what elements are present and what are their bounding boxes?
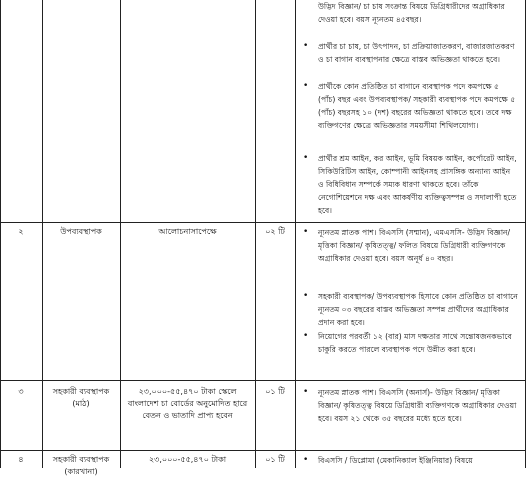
requirement-text: সহকারী ব্যবস্থাপক/ উপব্যবস্থাপক হিসাবে কোন প্রতিষ্ঠিত চা বাগানে ন্যূনতম ০৩ বছরের বাস্তব অভিজ্ঞতা সম্পন্ন প্রার্থীদের অগ্রাধিকার প্রদান করা হবে।: [318, 292, 518, 327]
post-count: ০১ টি: [265, 455, 285, 464]
serial-number: ৪: [18, 455, 24, 464]
requirement-text: প্রার্থীকে কোন প্রতিষ্ঠিত চা বাগানে ব্যবস্থাপক পদে কমপক্ষে ৫ (পাঁচ) বছর এবং উপব্যবস্থাপক/ সহকারী ব্যবস্থাপক পদে কমপক্ষে ৫ (পাঁচ) বছরসহ ১০ (দশ) বছরের অভিজ্ঞতা থাকতে হবে। তবে দক্ষ ব্যক্তিগণের ক্ষেত্রে অভিজ্ঞতার সময়সীমা শিথিলযোগ্য।: [318, 82, 516, 130]
post-count: ০১ টি: [265, 387, 285, 396]
salary-text: আলোচনাসাপেক্ষে: [158, 227, 217, 236]
salary-text: ২৩,০০০-৫৫,৪৭০ টাকা: [148, 455, 227, 464]
column-divider-count: [295, 0, 296, 468]
requirement-text: উদ্ভিদ বিজ্ঞান/ চা চাষ সংক্রান্ত বিষয়ে ডিগ্রিধারীদের অগ্রাধিকার দেওয়া হবে। বয়স ন্যূনতম ৪৫বছর।: [318, 2, 505, 24]
bullet-icon: •: [303, 153, 309, 163]
serial-number: ২: [18, 227, 24, 236]
bullet-icon: •: [303, 331, 309, 341]
requirement-text: বিএসসি / ডিপ্লোমা (মেকানিক্যাল ইঞ্জিনিয়ার) বিষয়ে: [318, 456, 473, 465]
requirement-text: প্রার্থীর শ্রম আইন, কর আইন, ভূমি বিষয়ক আইন, কর্পোরেট আইন, সিকিউরিটিস আইন, কোম্পানী আইনসহ প্রাসঙ্গিক অন্যান্য আইন ও বিধিবিধান সম্পর্কে সম্যক ধারণা থাকতে হবে। তাঁকে নেগোশিয়েশনে দক্ষ এবং আকর্ষণীয় ব্যক্তিত্বসম্পন্ন ও সদালাপী হতে হবে।: [318, 154, 517, 215]
post-name: সহকারী ব্যবস্থাপক (কারখানা): [52, 455, 110, 476]
requirement-text: প্রার্থীর চা চাষ, চা উৎপাদন, চা প্রক্রিয়াজাতকরণ, বাজারজাতকরণ ও চা বাগান ব্যবস্থাপনার ক্ষেত্রে বাস্তব অভিজ্ঞতা থাকতে হবে।: [318, 42, 515, 64]
bullet-icon: •: [303, 81, 309, 91]
bullet-icon: •: [303, 41, 309, 51]
bullet-icon: •: [303, 455, 309, 465]
row-divider-1: [0, 222, 526, 223]
row-divider-3: [0, 450, 526, 451]
post-name: সহকারী ব্যবস্থাপক (মাঠ): [52, 387, 110, 408]
row-divider-2: [0, 380, 526, 381]
requirement-text: ন্যূনতম স্নাতক পাশ। বিএসসি (অনার্স)- উদ্ভিদ বিজ্ঞান/ মৃত্তিকা বিজ্ঞান/ কৃষিতত্ত্ব বিষয়ে ডিগ্রিধারী ব্যক্তিগণকে অগ্রাধিকার দেওয়া হবে। বয়স ২১ থেকে ৩৫ বছরের মধ্যে হতে হবে।: [318, 388, 517, 423]
requirement-text: নিয়োগের পরবর্তী ১২ (বার) মাস দক্ষতার সাথে সন্তোষজনকভাবে চাকুরি করতে পারলে ব্যবস্থাপক পদে উন্নীত করা হবে।: [318, 332, 512, 354]
bullet-icon: •: [303, 291, 309, 301]
salary-text: ২৩,০০০-৫৫,৪৭০ টাকা স্কেলে বাংলাদেশ চা বোর্ডের অনুমোদিত হারে বেতন ও ভাতাদি প্রাপ্য হবেন: [127, 387, 248, 420]
post-name: উপব্যবস্থাপক: [60, 227, 102, 236]
serial-number: ৩: [18, 387, 24, 396]
bullet-icon: •: [303, 387, 309, 397]
post-count: ০২ টি: [265, 227, 285, 236]
bullet-icon: •: [303, 227, 309, 237]
requirement-text: ন্যূনতম স্নাতক পাশ। বিএসসি (সম্মান), এমএসসি- উদ্ভিদ বিজ্ঞান/ মৃত্তিকা বিজ্ঞান/ কৃষিতত্ত্ব/ ফলিত বিষয়ে ডিগ্রিধারী ব্যক্তিগণকে অগ্রাধিকার দেওয়া হবে। বয়স অনূর্ধ ৪০ বছর।: [318, 228, 511, 263]
